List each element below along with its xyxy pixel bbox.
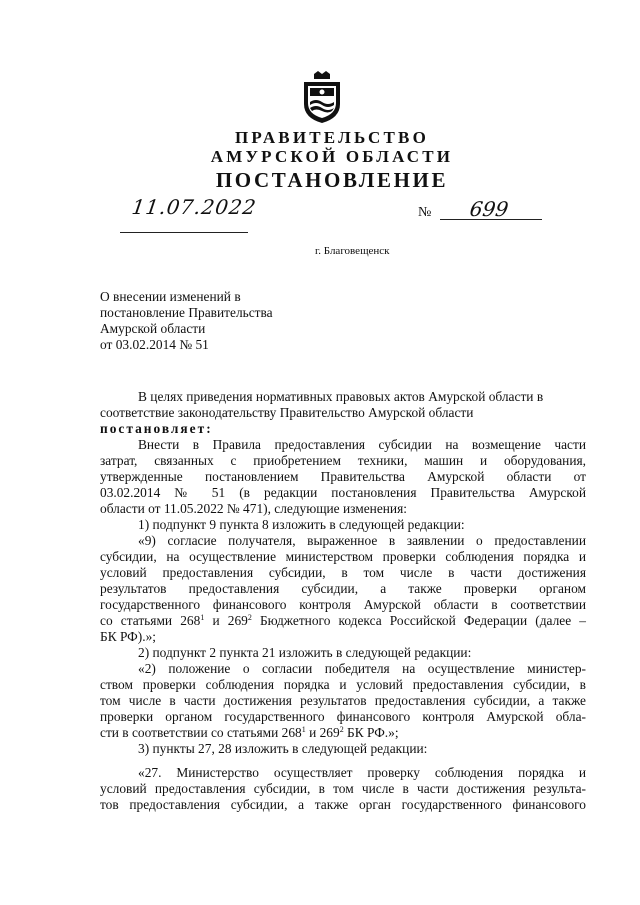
body-line: государственного финансового контроля Амурской области в соответствии [100, 597, 586, 612]
body-line: утвержденные постановлением Правительства Амурской области от [100, 469, 586, 484]
body-line: условий предоставления субсидии, в том числе в части достижения [100, 565, 586, 580]
subject-line: О внесении изменений в [100, 289, 241, 304]
body-line: сти в соответствии со статьями $268^1$ и $269^2$ БК РФ.»; [100, 725, 399, 740]
number-label: № [418, 205, 432, 220]
subject-line: Амурской области [100, 321, 206, 336]
document-type: ПОСТАНОВЛЕНИЕ [215, 168, 449, 192]
body-line: БК РФ).»; [100, 629, 156, 644]
org-name-line2: АМУРСКОЙ ОБЛАСТИ [210, 147, 454, 166]
body-line: соответствие законодательству Правительство Амурской области [100, 405, 474, 420]
body-line: области от 11.05.2022 № 471), следующие изменения: [100, 501, 407, 516]
body-line: тов предоставления субсидии, а также орган государственного финансового [100, 797, 586, 812]
body-line: ством проверки соблюдения порядка и условий предоставления субсидии, в [100, 677, 586, 692]
body-line: 03.02.2014 № 51 (в редакции постановления Правительства Амурской [100, 485, 586, 500]
body-line: результатов предоставления субсидии, а также проверки органом [100, 581, 586, 596]
body-line: 2) подпункт 2 пункта 21 изложить в следующей редакции: [138, 645, 472, 660]
body-line: том числе в части достижения результатов предоставления субсидии, а также [100, 693, 586, 708]
body-line: 1) подпункт 9 пункта 8 изложить в следующей редакции: [138, 517, 465, 532]
subject-line: постановление Правительства [100, 305, 273, 320]
resolves-word: постановляет: [100, 421, 213, 436]
coat-of-arms-icon [300, 70, 344, 124]
body-line: «27. Министерство осуществляет проверку соблюдения порядка и [138, 765, 586, 780]
body-line: Внести в Правила предоставления субсидии на возмещение части [138, 437, 586, 452]
body-line: В целях приведения нормативных правовых актов Амурской области в [138, 389, 544, 404]
city: г. Благовещенск [315, 245, 390, 257]
body-line: «9) согласие получателя, выраженное в заявлении о предоставлении [138, 533, 586, 548]
body-line: со статьями $268^1$ и $269^2$ Бюджетного кодекса Российской Федерации (далее – [100, 613, 586, 628]
body-line: 3) пункты 27, 28 изложить в следующей редакции: [138, 741, 428, 756]
document-number: 699 [468, 197, 510, 221]
body-line: «2) положение о согласии победителя на осуществление министер- [138, 661, 586, 676]
body-line: субсидии, на осуществление министерством проверки соблюдения порядка и [100, 549, 586, 564]
body-line: условий предоставления субсидии, в том числе в части достижения результа- [100, 781, 586, 796]
body-line: затрат, связанных с приобретением техники, машин и оборудования, [100, 453, 586, 468]
body-line: проверки органом государственного финансового контроля Амурской обла- [100, 709, 586, 724]
org-name-line1: ПРАВИТЕЛЬСТВО [235, 128, 429, 147]
subject-line: от 03.02.2014 № 51 [100, 337, 209, 352]
document-date: 11.07.2022 [130, 195, 259, 219]
